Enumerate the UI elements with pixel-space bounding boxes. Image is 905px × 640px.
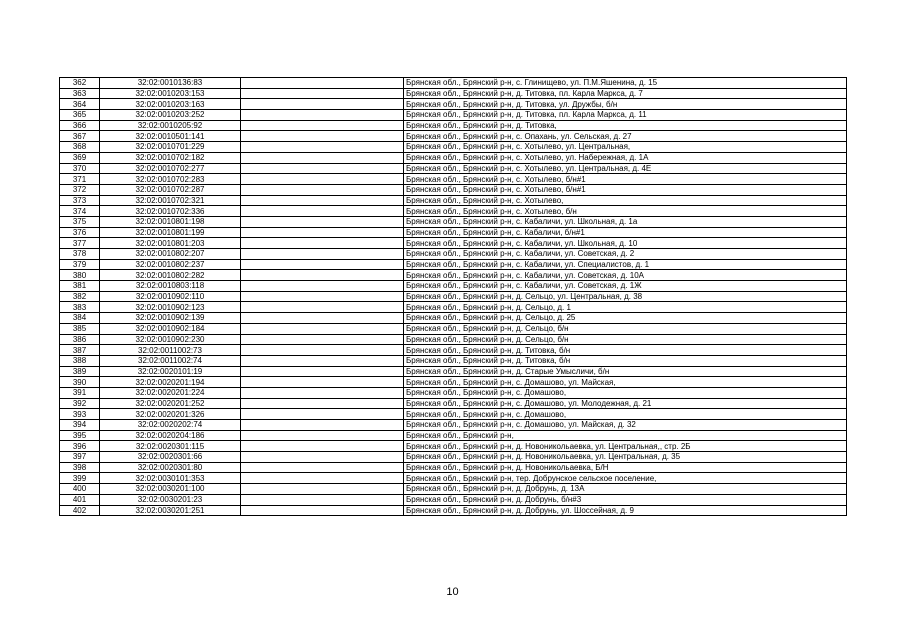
address-cell: Брянская обл., Брянский р-н, д. Сельцо, ул. Центральная, д. 38 bbox=[404, 291, 847, 302]
cadastral-number-cell: 32:02:0010801:203 bbox=[100, 238, 241, 249]
empty-cell bbox=[241, 238, 404, 249]
address-cell: Брянская обл., Брянский р-н, с. Хотылево, б/н bbox=[404, 206, 847, 217]
table-row bbox=[60, 505, 847, 516]
address-cell: Брянская обл., Брянский р-н, с. Хотылево, ул. Центральная, bbox=[404, 142, 847, 153]
table-row bbox=[60, 174, 847, 185]
address-cell: Брянская обл., Брянский р-н, д. Титовка, б/н bbox=[404, 345, 847, 356]
cadastral-number-cell: 32:02:0020202:74 bbox=[100, 420, 241, 431]
table-row bbox=[60, 473, 847, 484]
table-row bbox=[60, 142, 847, 153]
empty-cell bbox=[241, 484, 404, 495]
row-number-cell: 397 bbox=[60, 452, 100, 463]
empty-cell bbox=[241, 420, 404, 431]
cadastral-number-cell: 32:02:0010902:139 bbox=[100, 313, 241, 324]
row-number-cell: 380 bbox=[60, 270, 100, 281]
table-row bbox=[60, 398, 847, 409]
table-row bbox=[60, 270, 847, 281]
empty-cell bbox=[241, 131, 404, 142]
address-cell: Брянская обл., Брянский р-н, д. Сельцо, д. 25 bbox=[404, 313, 847, 324]
address-cell: Брянская обл., Брянский р-н, с. Хотылево, ул. Набережная, д. 1А bbox=[404, 152, 847, 163]
cadastral-number-cell: 32:02:0020301:66 bbox=[100, 452, 241, 463]
table-row bbox=[60, 163, 847, 174]
empty-cell bbox=[241, 99, 404, 110]
row-number-cell: 395 bbox=[60, 430, 100, 441]
address-cell: Брянская обл., Брянский р-н, с. Глинищево, ул. П.М.Яшенина, д. 15 bbox=[404, 78, 847, 89]
cadastral-number-cell: 32:02:0010902:184 bbox=[100, 323, 241, 334]
empty-cell bbox=[241, 313, 404, 324]
row-number-cell: 365 bbox=[60, 110, 100, 121]
row-number-cell: 364 bbox=[60, 99, 100, 110]
empty-cell bbox=[241, 323, 404, 334]
table-row bbox=[60, 409, 847, 420]
cadastral-number-cell: 32:02:0020301:80 bbox=[100, 462, 241, 473]
cadastral-number-cell: 32:02:0011002:74 bbox=[100, 355, 241, 366]
empty-cell bbox=[241, 206, 404, 217]
table-row bbox=[60, 216, 847, 227]
table-row bbox=[60, 259, 847, 270]
table-row bbox=[60, 249, 847, 260]
row-number-cell: 389 bbox=[60, 366, 100, 377]
empty-cell bbox=[241, 227, 404, 238]
empty-cell bbox=[241, 377, 404, 388]
row-number-cell: 363 bbox=[60, 88, 100, 99]
table-row bbox=[60, 420, 847, 431]
empty-cell bbox=[241, 120, 404, 131]
row-number-cell: 367 bbox=[60, 131, 100, 142]
table-row bbox=[60, 206, 847, 217]
cadastral-number-cell: 32:02:0010801:198 bbox=[100, 216, 241, 227]
table-row bbox=[60, 323, 847, 334]
row-number-cell: 388 bbox=[60, 355, 100, 366]
row-number-cell: 396 bbox=[60, 441, 100, 452]
cadastral-number-cell: 32:02:0010701:229 bbox=[100, 142, 241, 153]
row-number-cell: 366 bbox=[60, 120, 100, 131]
cadastral-number-cell: 32:02:0020301:115 bbox=[100, 441, 241, 452]
empty-cell bbox=[241, 152, 404, 163]
table-row bbox=[60, 377, 847, 388]
address-cell: Брянская обл., Брянский р-н, д. Добрунь, б/н#3 bbox=[404, 494, 847, 505]
cadastral-number-cell: 32:02:0011002:73 bbox=[100, 345, 241, 356]
row-number-cell: 374 bbox=[60, 206, 100, 217]
address-cell: Брянская обл., Брянский р-н, с. Кабаличи, ул. Советская, д. 2 bbox=[404, 249, 847, 260]
table-row bbox=[60, 313, 847, 324]
empty-cell bbox=[241, 334, 404, 345]
table-row bbox=[60, 78, 847, 89]
empty-cell bbox=[241, 398, 404, 409]
cadastral-number-cell: 32:02:0010702:287 bbox=[100, 184, 241, 195]
cadastral-number-cell: 32:02:0020201:224 bbox=[100, 387, 241, 398]
row-number-cell: 398 bbox=[60, 462, 100, 473]
empty-cell bbox=[241, 452, 404, 463]
address-cell: Брянская обл., Брянский р-н, с. Кабаличи, ул. Советская, д. 10А bbox=[404, 270, 847, 281]
row-number-cell: 373 bbox=[60, 195, 100, 206]
empty-cell bbox=[241, 366, 404, 377]
table-row bbox=[60, 366, 847, 377]
address-cell: Брянская обл., Брянский р-н, д. Титовка, ул. Дружбы, б/н bbox=[404, 99, 847, 110]
row-number-cell: 362 bbox=[60, 78, 100, 89]
cadastral-number-cell: 32:02:0010802:207 bbox=[100, 249, 241, 260]
cadastral-number-cell: 32:02:0020204:186 bbox=[100, 430, 241, 441]
address-cell: Брянская обл., Брянский р-н, д. Новоникольаевка, ул. Центральная,, стр. 2Б bbox=[404, 441, 847, 452]
empty-cell bbox=[241, 441, 404, 452]
address-cell: Брянская обл., Брянский р-н, д. Сельцо, д. 1 bbox=[404, 302, 847, 313]
table-row bbox=[60, 99, 847, 110]
row-number-cell: 390 bbox=[60, 377, 100, 388]
table-row bbox=[60, 302, 847, 313]
row-number-cell: 372 bbox=[60, 184, 100, 195]
cadastral-number-cell: 32:02:0010205:92 bbox=[100, 120, 241, 131]
address-cell: Брянская обл., Брянский р-н, bbox=[404, 430, 847, 441]
empty-cell bbox=[241, 142, 404, 153]
cadastral-number-cell: 32:02:0010702:277 bbox=[100, 163, 241, 174]
row-number-cell: 375 bbox=[60, 216, 100, 227]
table-row bbox=[60, 494, 847, 505]
address-cell: Брянская обл., Брянский р-н, с. Опахань, ул. Сельская, д. 27 bbox=[404, 131, 847, 142]
row-number-cell: 391 bbox=[60, 387, 100, 398]
empty-cell bbox=[241, 345, 404, 356]
address-cell: Брянская обл., Брянский р-н, с. Кабаличи, ул. Советская, д. 1Ж bbox=[404, 281, 847, 292]
address-cell: Брянская обл., Брянский р-н, д. Старые Умысличи, б/н bbox=[404, 366, 847, 377]
row-number-cell: 371 bbox=[60, 174, 100, 185]
row-number-cell: 377 bbox=[60, 238, 100, 249]
address-cell: Брянская обл., Брянский р-н, д. Сельцо, б/н bbox=[404, 323, 847, 334]
empty-cell bbox=[241, 78, 404, 89]
address-cell: Брянская обл., Брянский р-н, с. Домашово, ул. Майская, bbox=[404, 377, 847, 388]
table-row bbox=[60, 110, 847, 121]
address-cell: Брянская обл., Брянский р-н, с. Хотылево, б/н#1 bbox=[404, 174, 847, 185]
row-number-cell: 382 bbox=[60, 291, 100, 302]
cadastral-number-cell: 32:02:0030201:100 bbox=[100, 484, 241, 495]
cadastral-number-cell: 32:02:0020201:252 bbox=[100, 398, 241, 409]
cadastral-number-cell: 32:02:0010203:163 bbox=[100, 99, 241, 110]
table-row bbox=[60, 452, 847, 463]
address-cell: Брянская обл., Брянский р-н, тер. Добрунское сельское поселение, bbox=[404, 473, 847, 484]
empty-cell bbox=[241, 281, 404, 292]
empty-cell bbox=[241, 462, 404, 473]
empty-cell bbox=[241, 259, 404, 270]
address-cell: Брянская обл., Брянский р-н, с. Домашово, bbox=[404, 409, 847, 420]
cadastral-number-cell: 32:02:0010203:153 bbox=[100, 88, 241, 99]
empty-cell bbox=[241, 302, 404, 313]
table-row bbox=[60, 88, 847, 99]
table-row bbox=[60, 387, 847, 398]
empty-cell bbox=[241, 494, 404, 505]
empty-cell bbox=[241, 473, 404, 484]
address-cell: Брянская обл., Брянский р-н, д. Титовка, пл. Карла Маркса, д. 11 bbox=[404, 110, 847, 121]
table-row bbox=[60, 291, 847, 302]
cadastral-number-cell: 32:02:0010902:230 bbox=[100, 334, 241, 345]
empty-cell bbox=[241, 409, 404, 420]
table-row bbox=[60, 131, 847, 142]
address-cell: Брянская обл., Брянский р-н, д. Добрунь, ул. Шоссейная, д. 9 bbox=[404, 505, 847, 516]
row-number-cell: 383 bbox=[60, 302, 100, 313]
page-number: 10 bbox=[446, 586, 459, 598]
address-cell: Брянская обл., Брянский р-н, д. Титовка, б/н bbox=[404, 355, 847, 366]
table-row bbox=[60, 355, 847, 366]
empty-cell bbox=[241, 249, 404, 260]
cadastral-number-cell: 32:02:0010801:199 bbox=[100, 227, 241, 238]
row-number-cell: 379 bbox=[60, 259, 100, 270]
empty-cell bbox=[241, 270, 404, 281]
empty-cell bbox=[241, 291, 404, 302]
address-cell: Брянская обл., Брянский р-н, с. Кабаличи, б/н#1 bbox=[404, 227, 847, 238]
cadastral-number-cell: 32:02:0010802:282 bbox=[100, 270, 241, 281]
cadastral-number-cell: 32:02:0010501:141 bbox=[100, 131, 241, 142]
cadastral-number-cell: 32:02:0030101:353 bbox=[100, 473, 241, 484]
row-number-cell: 384 bbox=[60, 313, 100, 324]
cadastral-number-cell: 32:02:0010203:252 bbox=[100, 110, 241, 121]
empty-cell bbox=[241, 110, 404, 121]
cadastral-number-cell: 32:02:0010902:110 bbox=[100, 291, 241, 302]
row-number-cell: 394 bbox=[60, 420, 100, 431]
table-row bbox=[60, 441, 847, 452]
address-cell: Брянская обл., Брянский р-н, д. Новоникольаевка, ул. Центральная, д. 35 bbox=[404, 452, 847, 463]
cadastral-number-cell: 32:02:0020101:19 bbox=[100, 366, 241, 377]
address-cell: Брянская обл., Брянский р-н, с. Хотылево, ул. Центральная, д. 4Е bbox=[404, 163, 847, 174]
row-number-cell: 387 bbox=[60, 345, 100, 356]
table-row bbox=[60, 238, 847, 249]
address-cell: Брянская обл., Брянский р-н, д. Сельцо, б/н bbox=[404, 334, 847, 345]
empty-cell bbox=[241, 88, 404, 99]
table-row bbox=[60, 227, 847, 238]
empty-cell bbox=[241, 184, 404, 195]
table-row bbox=[60, 484, 847, 495]
address-cell: Брянская обл., Брянский р-н, д. Новоникольаевка, Б/Н bbox=[404, 462, 847, 473]
empty-cell bbox=[241, 195, 404, 206]
address-cell: Брянская обл., Брянский р-н, с. Домашово, ул. Майская, д. 32 bbox=[404, 420, 847, 431]
address-cell: Брянская обл., Брянский р-н, с. Кабаличи, ул. Специалистов, д. 1 bbox=[404, 259, 847, 270]
empty-cell bbox=[241, 387, 404, 398]
empty-cell bbox=[241, 163, 404, 174]
cadastral-number-cell: 32:02:0010902:123 bbox=[100, 302, 241, 313]
address-cell: Брянская обл., Брянский р-н, д. Титовка, пл. Карла Маркса, д. 7 bbox=[404, 88, 847, 99]
table-row bbox=[60, 462, 847, 473]
address-cell: Брянская обл., Брянский р-н, с. Домашово, ул. Молодежная, д. 21 bbox=[404, 398, 847, 409]
table-row bbox=[60, 345, 847, 356]
table-row bbox=[60, 430, 847, 441]
cadastral-number-cell: 32:02:0010802:237 bbox=[100, 259, 241, 270]
table-row bbox=[60, 152, 847, 163]
cadastral-number-cell: 32:02:0010702:321 bbox=[100, 195, 241, 206]
address-cell: Брянская обл., Брянский р-н, с. Хотылево, б/н#1 bbox=[404, 184, 847, 195]
row-number-cell: 370 bbox=[60, 163, 100, 174]
empty-cell bbox=[241, 174, 404, 185]
cadastral-number-cell: 32:02:0010136:83 bbox=[100, 78, 241, 89]
property-table bbox=[59, 77, 847, 516]
row-number-cell: 392 bbox=[60, 398, 100, 409]
row-number-cell: 385 bbox=[60, 323, 100, 334]
table-row bbox=[60, 334, 847, 345]
row-number-cell: 376 bbox=[60, 227, 100, 238]
row-number-cell: 401 bbox=[60, 494, 100, 505]
table-row bbox=[60, 120, 847, 131]
property-table-body bbox=[60, 78, 847, 516]
row-number-cell: 378 bbox=[60, 249, 100, 260]
address-cell: Брянская обл., Брянский р-н, с. Хотылево, bbox=[404, 195, 847, 206]
cadastral-number-cell: 32:02:0010702:182 bbox=[100, 152, 241, 163]
row-number-cell: 381 bbox=[60, 281, 100, 292]
cadastral-number-cell: 32:02:0010702:283 bbox=[100, 174, 241, 185]
row-number-cell: 393 bbox=[60, 409, 100, 420]
row-number-cell: 369 bbox=[60, 152, 100, 163]
address-cell: Брянская обл., Брянский р-н, с. Кабаличи, ул. Школьная, д. 10 bbox=[404, 238, 847, 249]
table-row bbox=[60, 195, 847, 206]
empty-cell bbox=[241, 505, 404, 516]
cadastral-number-cell: 32:02:0030201:251 bbox=[100, 505, 241, 516]
cadastral-number-cell: 32:02:0020201:194 bbox=[100, 377, 241, 388]
row-number-cell: 402 bbox=[60, 505, 100, 516]
cadastral-number-cell: 32:02:0030201:23 bbox=[100, 494, 241, 505]
cadastral-number-cell: 32:02:0020201:326 bbox=[100, 409, 241, 420]
row-number-cell: 368 bbox=[60, 142, 100, 153]
row-number-cell: 386 bbox=[60, 334, 100, 345]
row-number-cell: 399 bbox=[60, 473, 100, 484]
address-cell: Брянская обл., Брянский р-н, с. Кабаличи, ул. Школьная, д. 1а bbox=[404, 216, 847, 227]
cadastral-number-cell: 32:02:0010803:118 bbox=[100, 281, 241, 292]
empty-cell bbox=[241, 355, 404, 366]
cadastral-number-cell: 32:02:0010702:336 bbox=[100, 206, 241, 217]
table-row bbox=[60, 281, 847, 292]
address-cell: Брянская обл., Брянский р-н, с. Домашово, bbox=[404, 387, 847, 398]
table-row bbox=[60, 184, 847, 195]
empty-cell bbox=[241, 430, 404, 441]
address-cell: Брянская обл., Брянский р-н, д. Добрунь, д. 13А bbox=[404, 484, 847, 495]
row-number-cell: 400 bbox=[60, 484, 100, 495]
address-cell: Брянская обл., Брянский р-н, д. Титовка, bbox=[404, 120, 847, 131]
empty-cell bbox=[241, 216, 404, 227]
